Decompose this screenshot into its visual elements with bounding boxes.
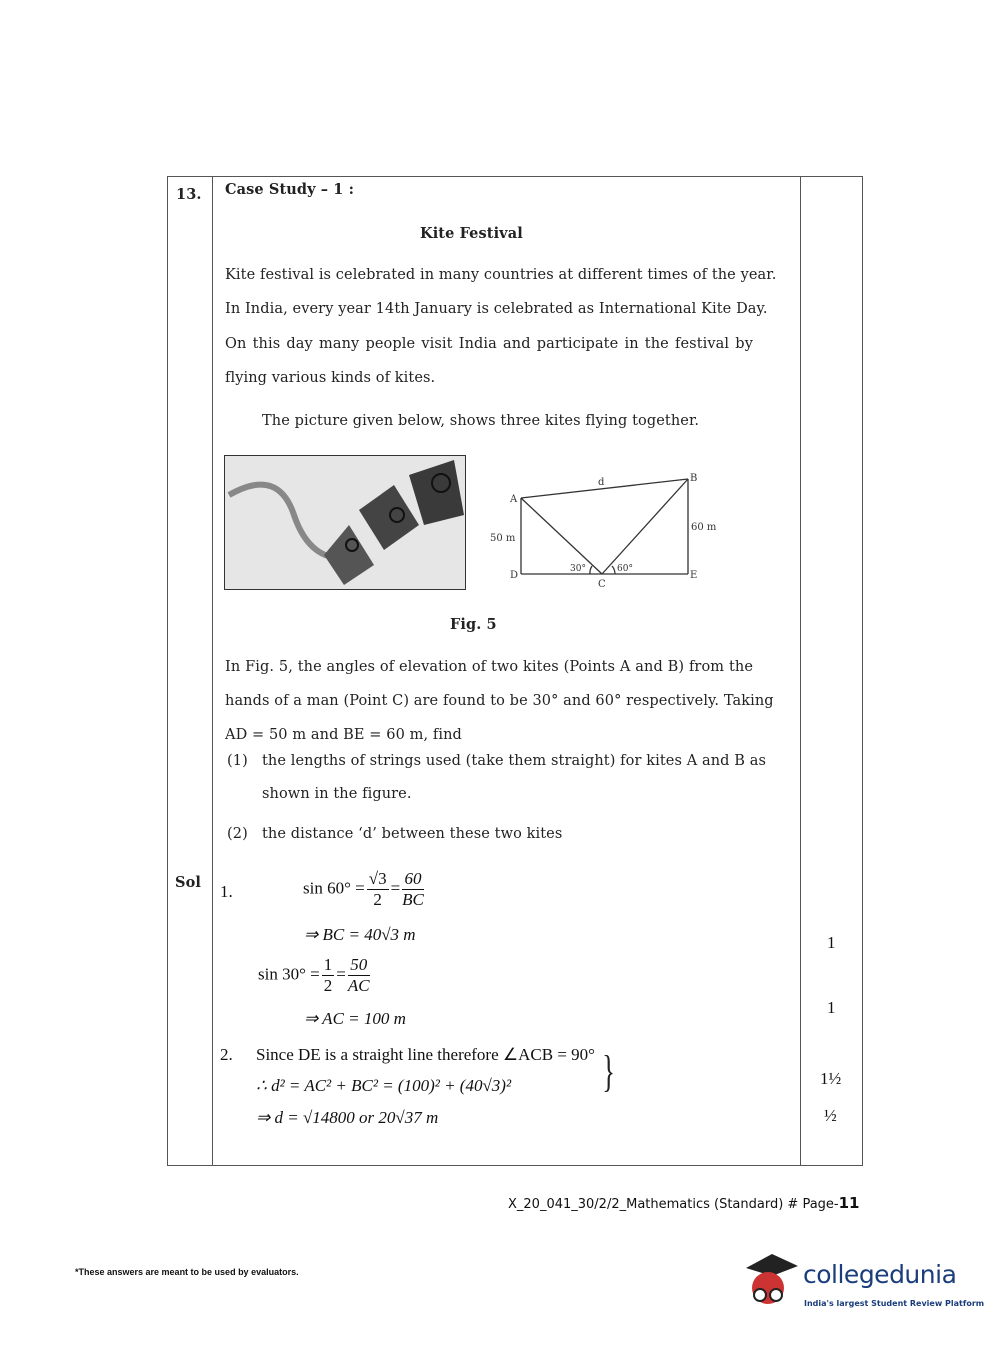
solution-part-2-number: 2. — [220, 1045, 233, 1064]
equation-sin30: sin 30° = $\frac{1}{2}$ = $\frac{50}{AC}$ — [258, 955, 370, 995]
result-bc: ⇒ BC = 40√3 m — [304, 925, 416, 944]
result-ac: ⇒ AC = 100 m — [304, 1009, 406, 1028]
table-marks-divider — [800, 176, 801, 1166]
point-c-label: C — [598, 579, 606, 590]
point-e-label: E — [690, 570, 698, 581]
solution-line: Since DE is a straight line therefore ∠ACB = 90° — [256, 1045, 595, 1064]
figure-label: Fig. 5 — [450, 616, 497, 633]
evaluator-note: *These answers are meant to be used by evaluators. — [75, 1267, 299, 1277]
point-b-label: B — [690, 473, 698, 484]
angle-60-label: 60° — [617, 564, 633, 574]
marks: ½ — [824, 1106, 837, 1125]
intro-line: flying various kinds of kites. — [225, 370, 436, 386]
part-number: (2) — [227, 826, 248, 842]
table-border-right — [862, 176, 863, 1166]
solution-part-1-number: 1. — [220, 882, 233, 901]
case-study-title: Kite Festival — [420, 225, 523, 242]
part-text: shown in the figure. — [262, 786, 412, 802]
intro-line: On this day many people visit India and participate in the festival by — [225, 336, 753, 352]
solution-label: Sol — [175, 874, 201, 891]
solution-line: ∴ d² = AC² + BC² = (100)² + (40√3)² — [256, 1076, 512, 1095]
table-border-top — [167, 176, 862, 177]
equation-sin60: sin 60° = $\frac{√3}{2}$ = $\frac{60}{BC}$ — [303, 869, 424, 909]
body-line: In Fig. 5, the angles of elevation of two kites (Points A and B) from the — [225, 659, 753, 675]
marks: 1 — [827, 933, 836, 952]
part-number: (1) — [227, 753, 248, 769]
marks: 1 — [827, 998, 836, 1017]
figure-5-diagram — [470, 455, 740, 595]
point-d-label: D — [510, 570, 519, 581]
body-line: hands of a man (Point C) are found to be 30° and 60° respectively. Taking — [225, 693, 774, 709]
question-number: 13. — [176, 186, 202, 203]
part-text: the lengths of strings used (take them straight) for kites A and B as — [262, 753, 767, 769]
page-reference: X_20_041_30/2/2_Mathematics (Standard) # Page-11 — [508, 1194, 860, 1212]
brace-icon: } — [602, 1047, 615, 1096]
intro-line: Kite festival is celebrated in many countries at different times of the year. — [225, 267, 777, 283]
point-a-label: A — [510, 494, 518, 505]
be-length-label: 60 m — [691, 522, 717, 533]
table-column-divider — [212, 176, 213, 1166]
picture-caption: The picture given below, shows three kites flying together. — [262, 413, 700, 429]
table-border-bottom — [167, 1165, 862, 1166]
distance-d-label: d — [598, 477, 605, 488]
ad-length-label: 50 m — [490, 533, 516, 544]
brand-name: collegedunia — [803, 1260, 957, 1289]
collegedunia-logo — [742, 1250, 800, 1314]
intro-line: In India, every year 14th January is celebrated as International Kite Day. — [225, 301, 768, 317]
case-study-heading: Case Study – 1 : — [225, 181, 355, 198]
body-line: AD = 50 m and BE = 60 m, find — [225, 727, 462, 743]
mascot-icon — [742, 1250, 800, 1310]
marks: 1½ — [820, 1069, 842, 1088]
kites-photo — [224, 455, 466, 590]
brand-tagline: India's largest Student Review Platform — [804, 1299, 985, 1308]
part-text: the distance ‘d’ between these two kites — [262, 826, 563, 842]
angle-30-label: 30° — [570, 564, 586, 574]
solution-line: ⇒ d = √14800 or 20√37 m — [256, 1108, 439, 1127]
table-border-left — [167, 176, 168, 1166]
